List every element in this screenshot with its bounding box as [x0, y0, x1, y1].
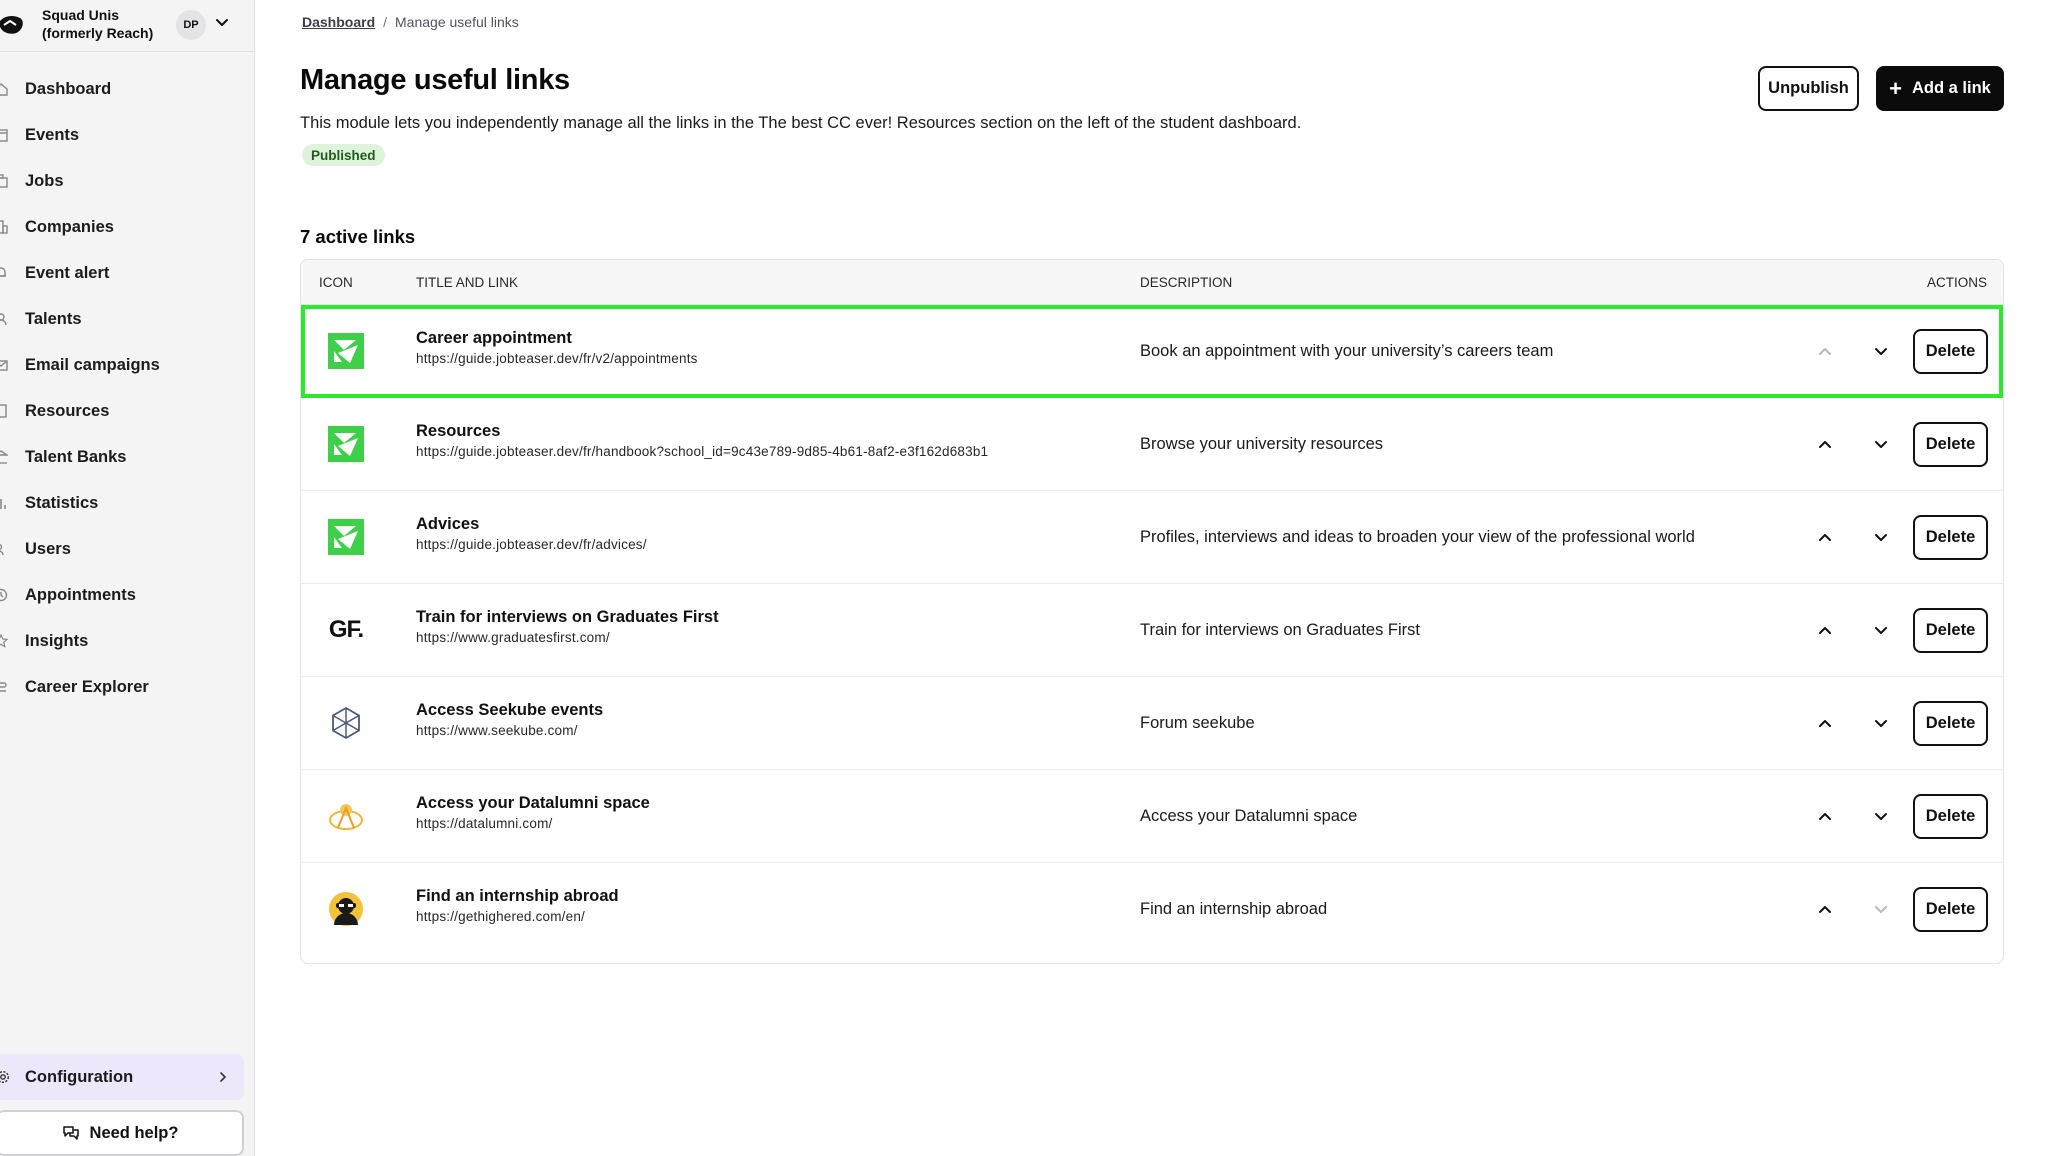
add-link-button[interactable]	[1876, 66, 2004, 111]
table-row	[301, 677, 2003, 770]
sidebar-item-appointments[interactable]	[0, 572, 255, 618]
sidebar-item-label: Users	[25, 539, 71, 558]
column-header-description: DESCRIPTION	[1140, 275, 1233, 290]
sidebar-item-label: Insights	[25, 631, 89, 650]
sidebar-item-statistics[interactable]	[0, 480, 255, 526]
sidebar-item-label: Talent Banks	[25, 447, 127, 466]
sidebar-item-users[interactable]	[0, 526, 255, 572]
seekube-icon	[326, 703, 366, 743]
graduates-first-logo-text: GF.	[328, 616, 364, 643]
sidebar-item-career-explorer[interactable]	[0, 664, 255, 710]
delete-button[interactable]: Delete	[1913, 794, 1988, 839]
need-help-label: Need help?	[89, 1123, 179, 1142]
building-icon	[0, 220, 8, 234]
page-title: Manage useful links	[300, 64, 570, 96]
link-title: Resources	[416, 422, 501, 440]
link-description: Profiles, interviews and ideas to broaden your view of the professional world	[1140, 528, 1695, 546]
bell-icon	[0, 266, 8, 280]
link-title: Career appointment	[416, 329, 572, 347]
chevron-right-icon	[216, 1070, 230, 1084]
sidebar-item-label: Statistics	[25, 493, 99, 512]
sidebar-item-talents[interactable]	[0, 296, 255, 342]
delete-button[interactable]: Delete	[1913, 608, 1988, 653]
need-help-button[interactable]	[0, 1110, 244, 1156]
sidebar-item-configuration[interactable]	[0, 1054, 244, 1100]
briefcase-icon	[0, 174, 8, 188]
breadcrumb-dashboard-link[interactable]: Dashboard	[302, 14, 376, 30]
link-title: Train for interviews on Graduates First	[416, 608, 719, 626]
status-badge: Published	[302, 144, 385, 166]
column-header-actions: ACTIONS	[1926, 275, 1987, 290]
link-url[interactable]: https://datalumni.com/	[416, 816, 553, 831]
table-row	[301, 398, 2003, 491]
sidebar-item-label: Events	[25, 125, 80, 144]
sidebar-item-label: Jobs	[25, 171, 64, 190]
datalumni-icon	[326, 796, 366, 836]
link-description: Browse your university resources	[1140, 435, 1384, 453]
link-description: Find an internship abroad	[1140, 900, 1328, 918]
move-down-button[interactable]	[1870, 712, 1892, 734]
table-row	[301, 770, 2003, 863]
calendar-icon	[0, 128, 8, 142]
link-title: Advices	[416, 515, 480, 533]
chat-bubbles-icon	[62, 1124, 80, 1142]
move-down-button[interactable]	[1870, 526, 1892, 548]
table-row	[301, 584, 2003, 677]
page-description: This module lets you independently manage all the links in the The best CC ever! Resources section on the left of the student dashboard.	[300, 114, 1302, 132]
route-icon	[0, 680, 8, 694]
move-down-button[interactable]	[1870, 898, 1892, 920]
move-up-button[interactable]	[1814, 340, 1836, 362]
link-url[interactable]: https://www.graduatesfirst.com/	[416, 630, 610, 645]
links-table	[300, 259, 2004, 964]
star-icon	[0, 634, 8, 648]
move-down-button[interactable]	[1870, 340, 1892, 362]
sidebar-item-resources[interactable]	[0, 388, 255, 434]
link-title: Access your Datalumni space	[416, 794, 650, 812]
table-row	[301, 491, 2003, 584]
sidebar-item-dashboard[interactable]	[0, 66, 255, 112]
chart-icon	[0, 496, 8, 510]
link-url[interactable]: https://guide.jobteaser.dev/fr/handbook?school_id=9c43e789-9d85-4b61-8af2-e3f162d683b1	[416, 444, 989, 459]
add-link-label: Add a link	[1912, 79, 1991, 97]
home-icon	[0, 82, 8, 96]
link-description: Forum seekube	[1140, 714, 1255, 732]
sidebar-item-label: Appointments	[25, 585, 136, 604]
users-icon	[0, 542, 8, 556]
delete-button[interactable]: Delete	[1913, 701, 1988, 746]
sidebar	[0, 0, 255, 1156]
brand-name-line1: Squad Unis	[42, 7, 120, 23]
table-header	[301, 260, 2003, 305]
link-url[interactable]: https://www.seekube.com/	[416, 723, 578, 738]
column-header-title: TITLE AND LINK	[416, 275, 519, 290]
link-description: Book an appointment with your university’s careers team	[1140, 342, 1554, 360]
bank-icon	[0, 450, 8, 464]
sidebar-item-label: Dashboard	[25, 79, 112, 98]
breadcrumb	[302, 14, 519, 30]
move-down-button[interactable]	[1870, 805, 1892, 827]
jobteaser-icon	[326, 424, 366, 464]
link-title: Find an internship abroad	[416, 887, 619, 905]
sidebar-nav	[0, 66, 255, 710]
avatar[interactable]: DP	[176, 10, 206, 40]
delete-button[interactable]: Delete	[1913, 422, 1988, 467]
jobteaser-icon	[326, 331, 366, 371]
link-url[interactable]: https://gethighered.com/en/	[416, 909, 586, 924]
move-up-button[interactable]	[1814, 433, 1836, 455]
sidebar-item-jobs[interactable]	[0, 158, 255, 204]
sidebar-item-insights[interactable]	[0, 618, 255, 664]
sidebar-item-events[interactable]	[0, 112, 255, 158]
chevron-down-icon[interactable]	[214, 14, 230, 30]
link-description: Access your Datalumni space	[1140, 807, 1358, 825]
sidebar-item-label: Event alert	[25, 263, 110, 282]
link-title: Access Seekube events	[416, 701, 604, 719]
move-down-button[interactable]	[1870, 433, 1892, 455]
breadcrumb-separator: /	[383, 14, 388, 30]
brand-header[interactable]	[0, 0, 255, 52]
sidebar-item-label: Resources	[25, 401, 110, 420]
gear-icon	[0, 1070, 10, 1084]
brand-logo-icon	[0, 10, 26, 40]
sidebar-item-email-campaigns[interactable]	[0, 342, 255, 388]
sidebar-item-label: Email campaigns	[25, 355, 160, 374]
move-down-button[interactable]	[1870, 619, 1892, 641]
sidebar-item-event-alert[interactable]	[0, 250, 255, 296]
column-header-icon: ICON	[319, 275, 353, 290]
move-up-button[interactable]	[1814, 619, 1836, 641]
sidebar-item-label: Talents	[25, 309, 82, 328]
move-up-button[interactable]	[1814, 526, 1836, 548]
table-row	[301, 305, 2003, 398]
user-icon	[0, 312, 8, 326]
graduates-first-icon	[326, 610, 366, 650]
unpublish-button[interactable]: Unpublish	[1758, 66, 1859, 111]
table-row	[301, 863, 2003, 956]
sidebar-item-label: Career Explorer	[25, 677, 149, 696]
move-up-button[interactable]	[1814, 712, 1836, 734]
mail-icon	[0, 358, 8, 372]
brand-name-line2: (formerly Reach)	[42, 25, 154, 41]
brand-name	[42, 6, 153, 42]
sidebar-item-companies[interactable]	[0, 204, 255, 250]
sidebar-item-label: Companies	[25, 217, 114, 236]
delete-button[interactable]: Delete	[1913, 329, 1988, 374]
delete-button[interactable]: Delete	[1913, 887, 1988, 932]
jobteaser-icon	[326, 517, 366, 557]
sidebar-item-talent-banks[interactable]	[0, 434, 255, 480]
link-url[interactable]: https://guide.jobteaser.dev/fr/advices/	[416, 537, 647, 552]
clock-icon	[0, 588, 8, 602]
configuration-label: Configuration	[25, 1067, 134, 1086]
move-up-button[interactable]	[1814, 805, 1836, 827]
plus-icon: +	[1889, 75, 1902, 101]
active-links-count: 7 active links	[300, 226, 416, 247]
link-description: Train for interviews on Graduates First	[1140, 621, 1420, 639]
move-up-button[interactable]	[1814, 898, 1836, 920]
breadcrumb-current: Manage useful links	[395, 14, 519, 30]
link-url[interactable]: https://guide.jobteaser.dev/fr/v2/appointments	[416, 351, 698, 366]
delete-button[interactable]: Delete	[1913, 515, 1988, 560]
gethighered-icon	[326, 889, 366, 929]
book-icon	[0, 404, 8, 418]
